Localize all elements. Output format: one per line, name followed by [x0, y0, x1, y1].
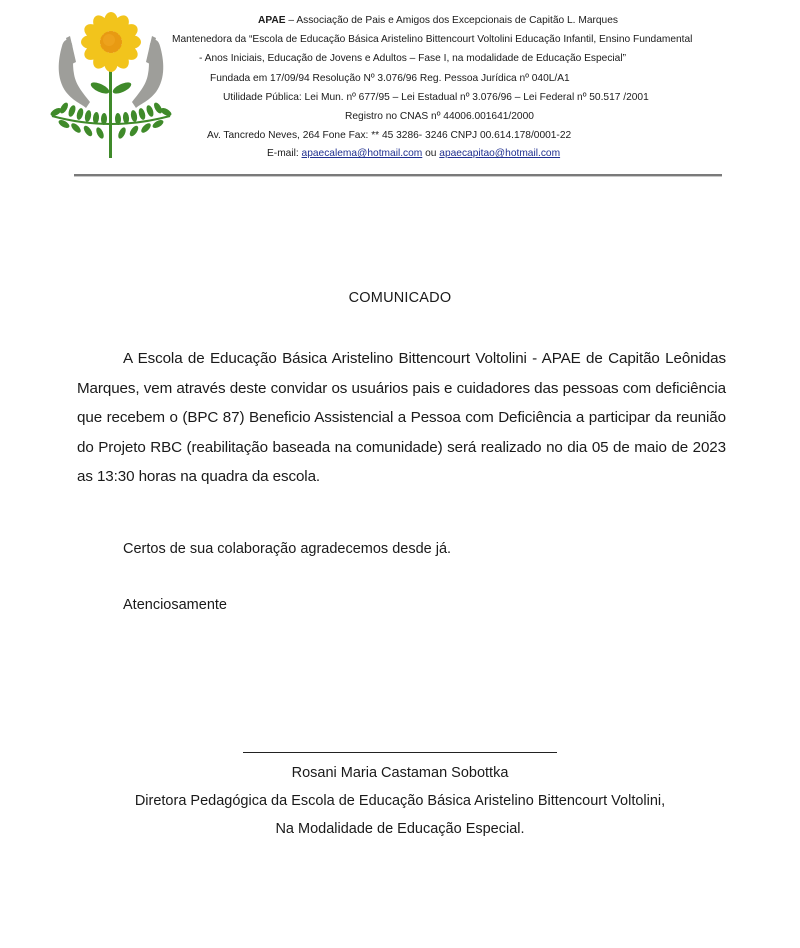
- header-line-public-utility: Utilidade Pública: Lei Mun. nº 677/95 – Lei Estadual nº 3.076/96 – Lei Federal nº 50.517 /2001: [223, 92, 649, 103]
- signer-name: Rosani Maria Castaman Sobottka: [291, 765, 509, 781]
- sunflower-icon: [81, 12, 141, 72]
- header-line-modalities: - Anos Iniciais, Educação de Jovens e Adultos – Fase I, na modalidade de Educação Especial”: [199, 53, 627, 64]
- signer-modality: Na Modalidade de Educação Especial.: [275, 821, 525, 837]
- email-link-1[interactable]: apaecalema@hotmail.com: [301, 148, 423, 159]
- document-title: COMUNICADO: [348, 290, 452, 306]
- header-line-maintainer: Mantenedora da “Escola de Educação Básica Aristelino Bittencourt Voltolini Educação Infantil, Ensino Fundamental: [172, 34, 693, 45]
- email-label: E-mail:: [267, 148, 302, 159]
- apae-logo: [44, 8, 178, 160]
- signer-role: Diretora Pedagógica da Escola de Educação Básica Aristelino Bittencourt Voltolini,: [134, 793, 666, 809]
- stem: [109, 70, 112, 158]
- header-line-email: [267, 147, 560, 160]
- thanks-line: Certos de sua colaboração agradecemos desde já.: [123, 541, 452, 557]
- body-paragraph: A Escola de Educação Básica Aristelino Bittencourt Voltolini - APAE de Capitão Leônidas Marques, vem através deste convidar os usuários pais e cuidadores das pessoas com deficiência que recebem o (BPC 87) Beneficio Assistencial a Pessoa com Deficiência a participar da reunião do Projeto RBC (reabilitação baseada na comunidade) será realizado no dia 05 de maio de 2023 as 13:30 horas na quadra da escola.: [77, 350, 726, 485]
- header-line-cnas: Registro no CNAS nº 44006.001641/2000: [345, 111, 534, 122]
- header-line-address: Av. Tancredo Neves, 264 Fone Fax: ** 45 3286- 3246 CNPJ 00.614.178/0001-22: [207, 130, 572, 141]
- org-acronym: APAE: [258, 15, 286, 26]
- header-line-org: [258, 14, 618, 27]
- header-divider: [74, 174, 722, 177]
- email-link-2[interactable]: apaecapitao@hotmail.com: [439, 148, 561, 159]
- org-full-name: – Associação de Pais e Amigos dos Excepcionais de Capitão L. Marques: [285, 15, 618, 26]
- signature-line: [243, 752, 557, 753]
- email-separator: ou: [422, 148, 440, 159]
- closing-line: Atenciosamente: [123, 597, 227, 613]
- header-line-founded: Fundada em 17/09/94 Resolução Nº 3.076/96 Reg. Pessoa Jurídica nº 040L/A1: [210, 73, 570, 84]
